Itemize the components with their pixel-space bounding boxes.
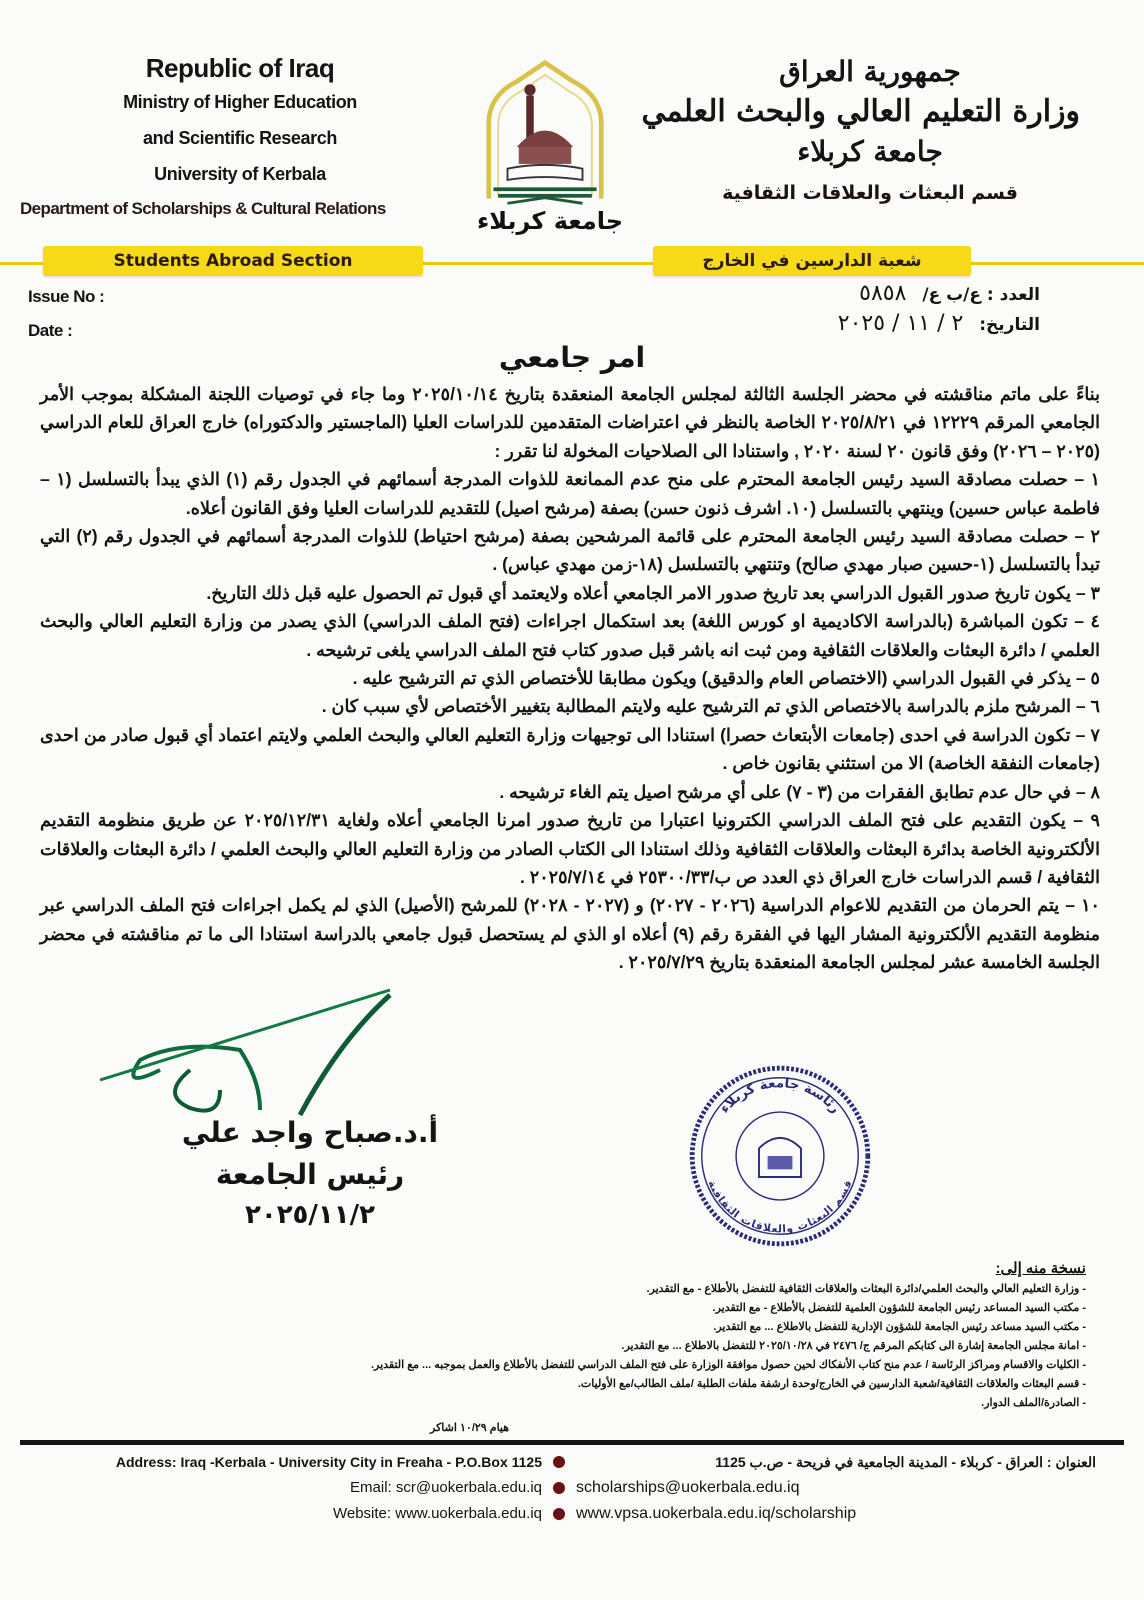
stamp-text-bottom: قسم البعثات والعلاقات الثقافية (705, 1178, 855, 1236)
copy-to-item: - الكليات والاقسام ومراكز الرئاسة / عدم منح كتاب الأنفكاك لحين حصول موافقة الوزارة على فتح الملف الدراسي للتفضل بالأطلاع والعمل بموجبه ... مع التقدير. (370, 1359, 1086, 1371)
ministry-name-en-2: and Scientific Research (143, 128, 337, 148)
university-logo-text: جامعة كربلاء (476, 207, 623, 235)
signatory-name: أ.د.صباح واجد علي (181, 1116, 439, 1149)
issue-label-ar: العدد : ع/ب ع/ (922, 285, 1040, 305)
footer-website-en[interactable]: Website: www.uokerbala.edu.iq (332, 1505, 542, 1522)
ministry-name-en: Ministry of Higher Education (123, 92, 357, 112)
copy-to-item: - مكتب السيد مساعد رئيس الجامعة للشؤون الإدارية للتفضل بالاطلاع ... مع التقدير. (713, 1321, 1086, 1333)
order-item: ٦ – المرشح ملزم بالدراسة بالاختصاص الذي تم الترشيح عليه ولايتم المطالبة بتغيير الأختصاص لأي سبب كان . (321, 696, 1100, 717)
order-item: ١٠ – يتم الحرمان من التقديم للاعوام الدراسية (٢٠٢٦ - ٢٠٢٧) و (٢٠٢٧ - ٢٠٢٨) للمرشح (الأصيل) الذي لم يكمل اجراءات فتح الملف الدراسي عبر منظومة التقديم الألكترونية المشار اليها في الفقرة رقم (٩) أعلاه او الذي لم يستحصل قبول جامعي بالدراسة استنادا الى ما تم مناقشته في محضر الجلسة الخامسة عشر لمجلس الجامعة المنعقدة بتاريخ ٢٠٢٥/٧/٢٩ . (40, 895, 1101, 973)
signature-block (160, 1112, 460, 1234)
section-band-ar: شعبة الدارسين في الخارج (653, 246, 971, 276)
department-name-ar: قسم البعثات والعلاقات الثقافية (722, 182, 1018, 204)
copy-to-list (86, 1258, 1086, 1413)
footer-email-alt[interactable]: scholarships@uokerbala.edu.iq (576, 1479, 800, 1496)
country-name-ar: جمهورية العراق (779, 55, 961, 88)
copy-to-item: - مكتب السيد المساعد رئيس الجامعة للشؤون العلمية للتفضل بالأطلاع - مع التقدير. (712, 1302, 1086, 1314)
footer-address-ar: العنوان : العراق - كربلاء - المدينة الجامعية في فريحة - ص.ب 1125 (715, 1454, 1096, 1470)
document-title: امر جامعي (498, 341, 646, 374)
clerk-reference: هيام ١٠/٢٩ اشاكر (430, 1422, 510, 1434)
footer-website-alt[interactable]: www.vpsa.uokerbala.edu.iq/scholarship (576, 1505, 857, 1522)
signature-date: ٢٠٢٥/١١/٢ (244, 1200, 376, 1230)
footer-divider (20, 1440, 1124, 1445)
bullet-icon (553, 1508, 565, 1520)
issue-date (838, 310, 1040, 339)
order-item: ٧ – تكون الدراسة في احدى (جامعات الأبتعاث حصرا) استنادا الى توجيهات وزارة التعليم العالي والبحث العلمي ولايتم اعتماد أي قبول صادر من احدى (جامعات النفقة الخاصة) الا من استثني بقانون خاص . (40, 724, 1100, 774)
issue-number (859, 280, 1040, 309)
order-item: ٩ – يكون التقديم على فتح الملف الدراسي الكترونيا اعتبارا من تاريخ صدور امرنا الجامعي أعلاه ولغاية ٢٠٢٥/١٢/٣١ عن طريق منظومة التقديم الألكترونية الخاصة بدائرة البعثات والعلاقات الثقافية وذلك استنادا الى الكتاب الصادر من وزارة التعليم العالي والبحث العلمي / دائرة البعثات والعلاقات الثقافية / قسم الدراسات خارج العراق ذي العدد ص ب/٢٥٣٠٠/٣٣ في ٢٠٢٥/٧/١٤ . (40, 810, 1100, 887)
copy-to-item: - وزارة التعليم العالي والبحث العلمي/دائرة البعثات والعلاقات الثقافية للتفضل بالأطلاع - مع التقدير. (646, 1283, 1086, 1295)
official-stamp-icon (675, 1058, 885, 1254)
order-body (40, 380, 1100, 977)
signature-scribble-icon (60, 980, 480, 1120)
signatory-role: رئيس الجامعة (215, 1158, 405, 1191)
date-label-en: Date : (28, 321, 73, 340)
date-value: ٢ / ١١ / ٢٠٢٥ (837, 311, 964, 336)
order-item: ٢ – حصلت مصادقة السيد رئيس الجامعة المحترم على قائمة المرشحين بصفة (مرشح احتياط) للذوات المدرجة أسمائهم في الجدول رقم (٢) التي تبدأ بالتسلسل (١-حسين صبار مهدي صالح) وتنتهي بالتسلسل (١٨-زمن مهدي عباس) . (40, 526, 1100, 575)
order-intro: بناءً على ماتم مناقشته في محضر الجلسة الثالثة لمجلس الجامعة المنعقدة بتاريخ ٢٠٢٥/١٠/١٤ وما جاء في توصيات اللجنة المشكلة بموجب الأمر الجامعي المرقم ١٢٢٢٩ في ٢٠٢٥/٨/٢١ الخاصة بالنظر في اعتراضات المتقدمين للدراسات العليا (الماجستير والدكتوراه) خارج العراق للعام الدراسي (٢٠٢٥ – ٢٠٢٦) وفق قانون ٢٠ لسنة ٢٠٢٠ , واستنادا الى الصلاحيات المخولة لنا تقرر : (40, 384, 1100, 461)
copy-to-heading: نسخة منه إلى: (995, 1260, 1086, 1277)
copy-to-item: - امانة مجلس الجامعة إشارة الى كتابكم المرقم ج/ ٢٤٧٦ في ٢٠٢٥/١٠/٢٨ للتفضل بالاطلاع ... مع التقدير. (621, 1340, 1086, 1352)
issue-label-en: Issue No : (28, 287, 105, 306)
department-name-en: Department of Scholarships & Cultural Relations (20, 199, 386, 218)
copy-to-item: - الصادرة/الملف الدوار. (981, 1397, 1086, 1409)
university-logo-icon (470, 58, 620, 208)
footer-email-en[interactable]: Email: scr@uokerbala.edu.iq (350, 1479, 542, 1496)
order-item: ٨ – في حال عدم تطابق الفقرات من (٣ - ٧) على أي مرشح اصيل يتم الغاء ترشيحه . (499, 781, 1100, 802)
university-name-ar: جامعة كربلاء (797, 135, 943, 168)
footer-address-en: Address: Iraq -Kerbala - University City in Freaha - P.O.Box 1125 (115, 1454, 542, 1470)
stamp-text-top: رئاسة جامعة كربلاء (717, 1076, 843, 1117)
copy-to-item: - قسم البعثات والعلاقات الثقافية/شعبة الدارسين في الخارج/وحدة ارشفة ملفات الطلبة /ملف الطالب/مع الأوليات. (577, 1378, 1086, 1390)
date-label-ar: التاريخ: (979, 315, 1040, 335)
order-item: ٤ – تكون المباشرة (بالدراسة الاكاديمية او كورس اللغة) بعد استكمال اجراءات (فتح الملف الدراسي) الذي يصدر من وزارة التعليم العالي والبحث العلمي / دائرة البعثات والعلاقات الثقافية ومن ثبت انه باشر قبل صدور كتاب فتح الملف الدراسي يلغى ترشيحه . (40, 611, 1100, 660)
english-letterhead (20, 52, 460, 220)
section-band-en: Students Abroad Section (43, 246, 423, 276)
order-item: ١ – حصلت مصادقة السيد رئيس الجامعة المحترم على منح عدم الممانعة للذوات المدرجة أسمائهم في الجدول رقم (١) الذي يبدأ بالتسلسل (١ – فاطمة عباس حسين) وينتهي بالتسلسل (١٠. اشرف ذنون حسن) بصفة (مرشح اصيل) للتقديم للدراسات العليا وفق القانون أعلاه. (40, 469, 1100, 518)
country-name-en: Republic of Iraq (145, 53, 335, 83)
university-name-en: University of Kerbala (154, 164, 326, 184)
bullet-icon (553, 1482, 565, 1494)
issue-value: ٥٨٥٨ (859, 281, 907, 306)
order-item: ٥ – يذكر في القبول الدراسي (الاختصاص العام والدقيق) ويكون مطابقا للأختصاص الذي تم الترشيح عليه . (352, 668, 1100, 689)
ministry-name-ar: وزارة التعليم العالي والبحث العلمي (641, 94, 1080, 129)
bullet-icon (553, 1456, 565, 1468)
order-item: ٣ – يكون تاريخ صدور القبول الدراسي بعد تاريخ صدور الامر الجامعي أعلاه ولايعتمد أي قبول تم الحصول عليه قبل ذلك التاريخ. (206, 582, 1100, 603)
arabic-letterhead (641, 52, 1080, 206)
